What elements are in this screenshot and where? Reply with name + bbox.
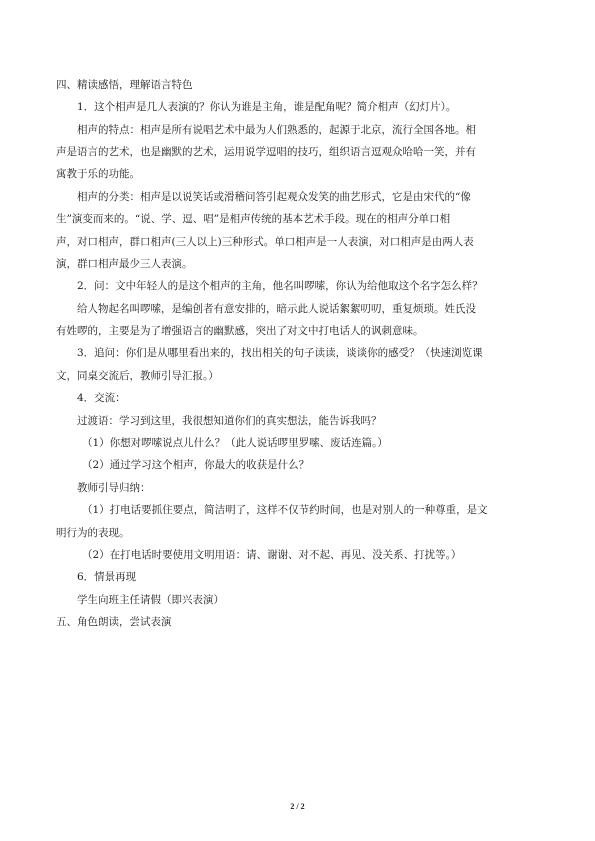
section-heading-4: 四、精读感悟，理解语言特色 [56,79,193,91]
paragraph-line: 明行为的表现。 [56,527,130,539]
question-2: 2．问：文中年轻人的是这个相声的主角，他名叫啰嗦，你认为给他取这个名字怎么样？ [77,280,483,292]
paragraph-line: 有姓啰的，主要是为了增强语言的幽默感，突出了对文中打电话人的讽刺意味。 [56,325,424,337]
section-heading-5: 五、角色朗读，尝试表演 [56,616,172,628]
paragraph-line: 学生向班主任请假（即兴表演） [77,594,224,606]
summary-point-2: （2）在打电话时要使用文明用语：请、谢谢、对不起、再见、没关系、打扰等。） [82,549,462,561]
paragraph-line: 文，同桌交流后，教师引导汇报。） [56,370,219,382]
paragraph-line: 相声的特点：相声是所有说唱艺术中最为人们熟悉的，起源于北京，流行全国各地。相 [77,124,476,136]
question-1: 1．这个相声是几人表演的？你认为谁是主角，谁是配角呢？简介相声（幻灯片）。 [77,101,457,113]
paragraph-line: 给人物起名叫啰嗦，是编创者有意安排的，暗示此人说话絮絮叨叨，重复烦琐。姓氏没 [77,303,476,315]
item-6-heading: 6．情景再现 [77,571,137,583]
question-3: 3．追问：你们是从哪里看出来的，找出相关的句子读读，谈谈你的感受？（快速浏览课 [77,347,483,359]
paragraph-line: 过渡语：学习到这里，我很想知道你们的真实想法，能告诉我吗？ [77,415,382,427]
paragraph-line: 寓教于乐的功能。 [56,168,140,180]
summary-point-1: （1）打电话要抓住要点，简洁明了，这样不仅节约时间，也是对别人的一种尊重，是文 [82,504,488,516]
paragraph-line: 声是语言的艺术，也是幽默的艺术，运用说学逗唱的技巧，组织语言逗观众哈哈一笑，并有 [56,146,476,158]
paragraph-line: 生”演变而来的。“说、学、逗、唱”是相声传统的基本艺术手段。现在的相声分单口相 [56,213,451,225]
sub-question-1: （1）你想对啰嗦说点儿什么？（此人说话啰里罗嗦、废话连篇。） [82,437,388,449]
paragraph-line: 相声的分类：相声是以说笑话或滑稽问答引起观众发笑的曲艺形式，它是由宋代的“像 [77,191,471,203]
sub-question-2: （2）通过学习这个相声，你最大的收获是什么？ [82,459,310,471]
item-4-heading: 4．交流： [77,392,126,404]
paragraph-line: 教师引导归纳： [77,482,151,494]
paragraph-line: 演，群口相声最少三人表演。 [56,258,193,270]
paragraph-line: 声，对口相声，群口相声(三人以上)三种形式。单口相声是一人表演，对口相声是由两人表 [56,236,474,248]
page-number: 2 / 2 [290,802,305,811]
